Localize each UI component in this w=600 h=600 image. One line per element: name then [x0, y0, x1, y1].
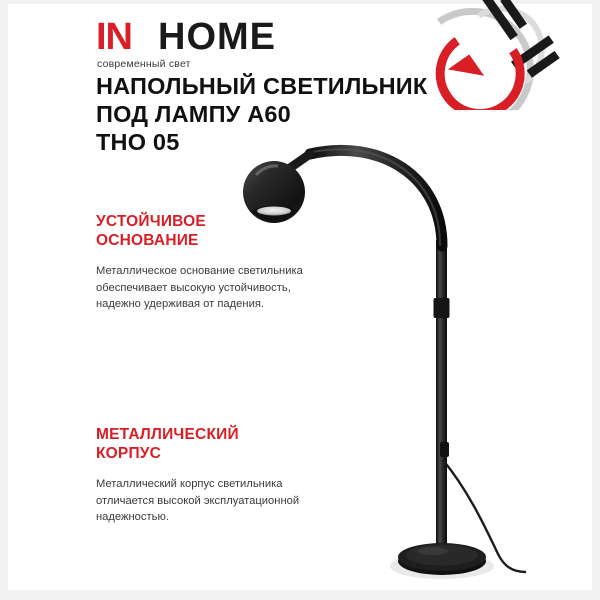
feature-heading-line-2: ОСНОВАНИЕ — [96, 232, 199, 249]
feature-body-line-1: Металлическое основание светильника — [96, 265, 303, 277]
logo-tagline: современный свет — [97, 58, 191, 70]
pole-joint — [434, 298, 450, 318]
feature-body-line-2: отличается высокой эксплуатационной — [96, 494, 300, 507]
logo-home-text: HOME — [158, 16, 276, 58]
title-line-1: НАПОЛЬНЫЙ СВЕТИЛЬНИК — [96, 73, 428, 99]
logo-in-text: IN — [96, 16, 132, 58]
lamp-pole — [436, 240, 447, 562]
lamp-bulb — [257, 207, 291, 216]
feature-body-line-2: обеспечивает высокую устойчивость, — [96, 281, 291, 294]
title-line-3: ТНО 05 — [96, 129, 180, 155]
cord-switch — [440, 442, 449, 457]
lamp-base — [398, 543, 486, 575]
feature-body-line-3: надежностью. — [96, 511, 169, 523]
feature-heading-line-2: КОРПУС — [96, 445, 162, 462]
feature-body-line-1: Металлический корпус светильника — [96, 478, 283, 490]
feature-body-line-3: надежно удерживая от падения. — [96, 298, 264, 310]
feature-heading-line-1: УСТОЙЧИВОЕ — [96, 213, 206, 230]
product-image-floor-lamp — [230, 120, 590, 590]
floor-lamp-illustration — [230, 120, 590, 590]
lamp-shade — [243, 161, 305, 223]
shade-stem — [290, 154, 310, 168]
frame-edge-left — [0, 0, 8, 600]
brand-logo — [96, 16, 326, 70]
lamp-arm-highlight — [308, 149, 440, 245]
frame-edge-bottom — [0, 590, 600, 600]
lamp-arm — [310, 150, 442, 246]
feature-heading-line-1: МЕТАЛЛИЧЕСКИЙ — [96, 426, 239, 443]
title-line-2: ПОД ЛАМПУ A60 — [96, 101, 291, 127]
